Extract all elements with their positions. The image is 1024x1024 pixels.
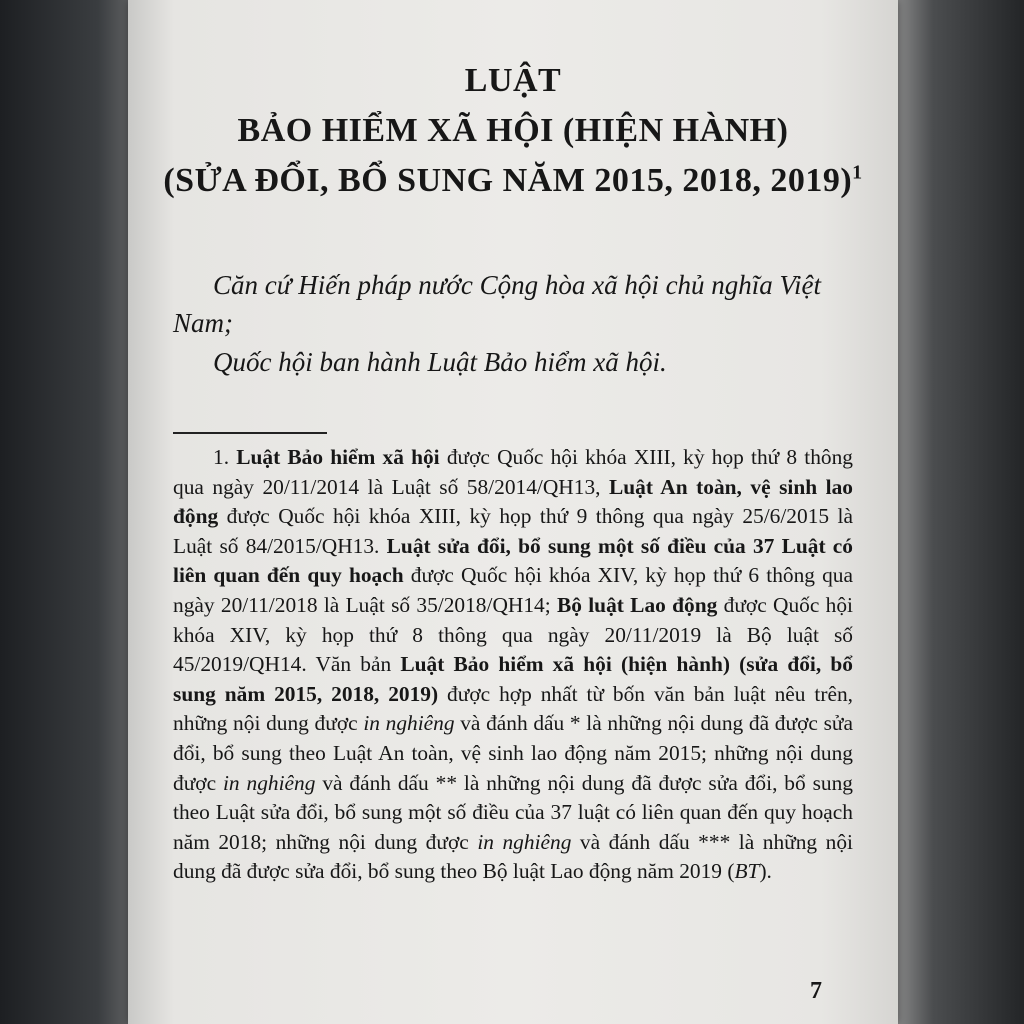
preamble-paragraph-1: Căn cứ Hiến pháp nước Cộng hòa xã hội chủ nghĩa Việt Nam; [173,270,822,338]
footnote-marker: 1 [852,161,863,184]
background-left [0,0,140,1024]
footnote-segment: BT [734,859,760,884]
law-name: BẢO HIỂM XÃ HỘI (HIỆN HÀNH) [237,112,789,149]
footnote-segment: được Quốc hội khóa XIII, kỳ họp thứ 8 thông qua ngày 20/11/2014 là Luật số 58/2014/QH13, [173,445,854,499]
footnote-segment: Luật Bảo hiểm xã hội [236,445,440,469]
footnote-segment: và đánh dấu ** là những nội dung đã được sửa đổi, bổ sung theo Luật sửa đổi, bổ sung một số điều của 37 luật có liên quan đến quy hoạch năm 2018; những nội dung được [173,770,853,854]
footnote-segment: Luật Bảo hiểm xã hội (hiện hành) (sửa đổi, bổ sung năm 2015, 2018, 2019) [173,652,853,706]
footnote-segment: ). [759,859,772,884]
footnote-segment: Luật An toàn, vệ sinh lao động [173,474,854,529]
footnote-segment: được hợp nhất từ bốn văn bản luật nêu trên, những nội dung được [173,681,853,736]
footnote-segment: in nghiêng [477,829,572,854]
footnote-segment: và đánh dấu *** là những nội dung đã được sửa đổi, bổ sung theo Bộ luật Lao động năm 2019 ( [173,829,853,884]
book-page [128,0,898,1024]
footnote-segment: được Quốc hội khóa XIV, kỳ họp thứ 8 thông qua ngày 20/11/2019 là Bộ luật số 45/2019/QH14. Văn bản [173,592,853,677]
footnote-segment: và đánh dấu * là những nội dung đã được sửa đổi, bổ sung theo Luật An toàn, vệ sinh lao động năm 2015; những nội dung được [173,711,853,795]
footnote-text [173,443,853,887]
footnote-segment: được Quốc hội khóa XIII, kỳ họp thứ 9 thông qua ngày 25/6/2015 là Luật số 84/2015/QH13. [173,504,853,558]
footnote-number: 1. [213,445,237,469]
law-title: LUẬT [464,62,562,99]
footnote-segment: in nghiêng [363,711,455,736]
page-number: 7 [810,978,822,1004]
preamble-paragraph-2: Quốc hội ban hành Luật Bảo hiểm xã hội. [213,347,667,377]
footnote-divider [173,432,327,434]
footnote-segment: Luật sửa đổi, bổ sung một số điều của 37 Luật có liên quan đến quy hoạch [173,533,853,588]
footnote-segment: Bộ luật Lao động [556,592,718,617]
footnote-segment: được Quốc hội khóa XIV, kỳ họp thứ 6 thông qua ngày 20/11/2018 là Luật số 35/2018/QH14; [173,563,853,617]
footnote-segment: in nghiêng [222,770,316,795]
amendment-text: (SỬA ĐỔI, BỔ SUNG NĂM 2015, 2018, 2019) [163,162,853,199]
background-right [894,0,1024,1024]
law-amendment-note [128,162,898,200]
